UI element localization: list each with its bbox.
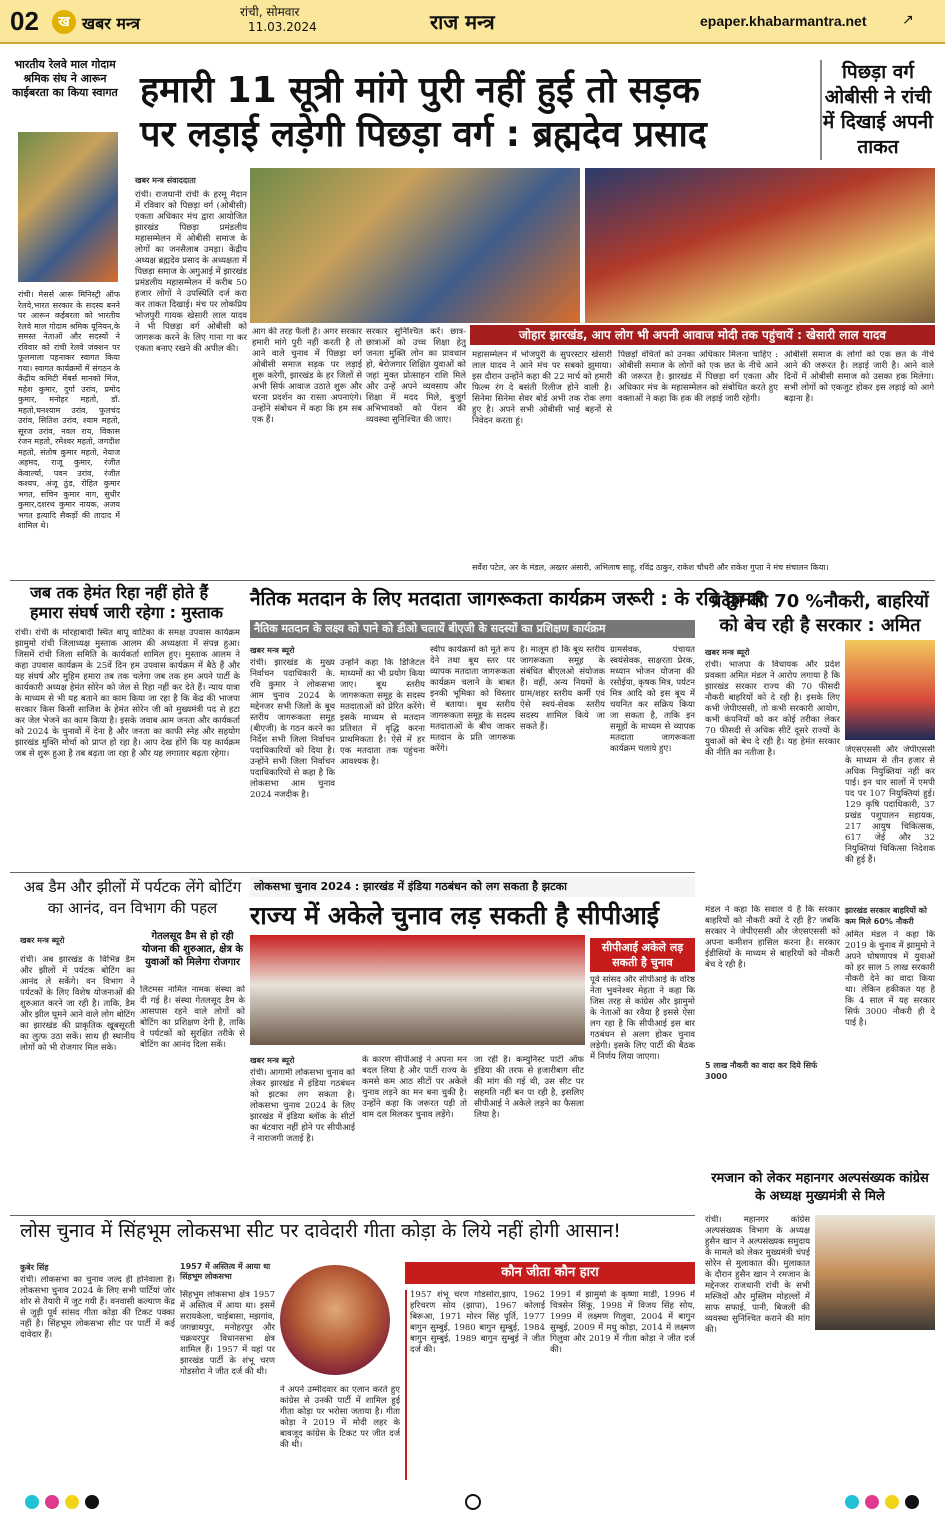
tourism-body-2: लिटमस नामित नामक संस्था को दी गई है। संस्था गेतलसूद डैम के आसपास रहने वाले लोगों को बोटिंग का प्रशिक्षण देगी है, ताकि वे पर्यटकों को सुरक्षित तरीके से बोटिंग का आनंद दिला सकें। [140,985,245,1050]
registration-dot [885,1495,899,1509]
naukri-subhead-1: झारखंड सरकार बाहरियों को कम मिले 60% नौकरी [845,906,927,926]
city-day: रांची, सोमवार [240,5,300,19]
lead-byline: खबर मन्त्र संवाददाता [135,176,196,185]
winners-head: कौन जीता कौन हारा [405,1262,695,1284]
cpi-headline: राज्य में अकेले चुनाव लड़ सकती है सीपीआई [250,901,660,930]
cpi-col-1: रांची। आगामी लोकसभा चुनाव को लेकर झारखंड में इंडिया गठबंधन को झटका लग सकता है। लोकसभा चुनाव 2024 के लिए झारखंड में इंडिया ब्लॉक के सीटों का बंटवारा नहीं होने पर सीपीआई ने नाराजगी जताई है। [250,1068,355,1144]
geeta-subhead: 1957 में अस्तित्व में आया था सिंहभूम लोकसभा [180,1262,271,1281]
registration-dot [45,1495,59,1509]
cpi-col-3: जा रही है। कम्युनिस्ट पार्टी ऑफ इंडिया की तरफ से हजारीबाग सीट की मांग की गई थी, उस सीट पर सहमति नहीं बन पा रही है, इसलिए सीपीआई ने अकेले लड़ने का फैसला लिया है। [474,1055,584,1120]
geeta-headline: लोस चुनाव में सिंहभूम लोकसभा सीट पर दावेदारी गीता कोड़ा के लिये नहीं होगी आसान! [20,1220,621,1242]
khesari-caption: जोहार झारखंड, आप लोग भी अपनी आवाज मोदी तक पहुंचायें : खेसारी लाल यादव [470,325,935,345]
epaper-link[interactable]: epaper.khabarmantra.net [700,13,867,29]
divider [10,872,695,873]
registration-target [465,1494,481,1510]
left-story-headline: भारतीय रेलवे माल गोदाम श्रमिक संघ ने आरून काईबरता का किया स्वागत [12,58,118,99]
lead-headline-2: पर लड़ाई लड़ेगी पिछड़ा वर्ग : ब्रह्मदेव प्रसाद [140,114,707,155]
naukri-col-3b [705,1090,840,1165]
geeta-body: रांची। लोकसभा का चुनाव जल्द ही होनेवाला है। लोकसभा चुनाव 2024 के लिए सभी पार्टियां जोर शोर से तैयारी में जुट गयी हैं। वनवासी कल्याण केंद्र से जुड़ी पूर्व सांसद गीता कोड़ा की टिकट पक्का नहीं है। सिंहभूम लोकसभा सीट पर पार्टी में कई दावेदार हैं। [20,1275,175,1340]
lead-col-3: आग की तरह फैली है। अगर सरकार हमारी मांगे पुरी नहीं करती है तो आने वाले चुनाव में पिछड़ा वर्ग ओबीसी समाज सड़क पर लड़ाई शुरू करेगी, झारखंड के हर जिलों से अभी सिर्फ आवाज उठाते शुरू और धरना प्रदर्शन का रास्ता अपनाएंगे। उन्होंने संबोधन में कहा कि हम सब एक हैं। [252,327,362,425]
naukri-byline: खबर मन्त्र ब्यूरो [705,648,750,657]
matdata-col-2: उन्होंने कहा कि डिजिटल माध्यमों का भी प्रयोग किया जाए। बूथ स्तरीय जागरूकता समूह के सदस्य मतदाताओं को प्रेरित करेंगे। इसके माध्यम से मतदान प्रतिशत में वृद्धि करना प्राथमिकता है। ऐसे में हर एक मतदाता तक पहुंचना आवश्यक है। [340,658,425,767]
registration-dot [905,1495,919,1509]
khesari-col-2: पिछड़ों वंचितों को उनका अधिकार मिलना चाहिए : ओबीसी समाज के लोगों को एक छत के नीचे आने की जरूरत है। झारखंड में पिछड़ा वर्ग एकता और अधिकार मंच के महासम्मेलन को संबोधित करते हुए वक्ताओं ने कहा कि हक की लड़ाई जारी रहेगी। [618,350,778,404]
tourism-headline: अब डैम और झीलों में पर्यटक लेंगे बोटिंग का आनंद, वन विभाग की पहल [23,878,242,917]
cursor-icon: ↗ [902,12,914,28]
tourism-subhead: गेतलसूद डैम से हो रही योजना की शुरुआत, क्षेत्र के युवाओं को मिलेगा रोजगार [141,931,243,968]
divider [10,580,935,581]
side-headline: पिछड़ा वर्ग ओबीसी ने रांची में दिखाई अपनी ताकत [820,60,934,160]
geeta-col-3: ने अपने उम्मीदवार का एलान करते हुए कांग्रेस से उनकी पार्टी में शामिल हुई गीता कोड़ा पर भरोसा जताया है। गीता कोड़ा ने 2019 में मोदी लहर के बावजूद कांग्रेस के टिकट पर जीत दर्ज की थी। [280,1385,400,1450]
hemant-body: रांची। रांची के मोरहाबादी स्थित बापू वाटिका के समक्ष उपवास कार्यक्रम झामुमो रांची जिलाध्यक्ष मुस्ताक आलम की अध्यक्षता में संपन्न हुआ। जिसमें रांची जिला समिति के कार्यकर्ता शामिल हुए। मुस्ताक आलम ने कहा उपवास कार्यक्रम के 25वें दिन हम उपवास कार्यक्रम में बैठे हैं और यह संघर्ष और मुहिम हमारा तब तक चलेगा जब तक हम अपने पार्टी के कार्यकारी अध्यक्ष हेमंत सोरेन को जेल से रिहा नहीं कर देते हैं। न्याय यात्रा के माध्यम से भी यह बताने का काम किया जा रहा है कि केंद्र की भाजपा सरकार किस किसी साजिश के हेमंत सोरेन जी को मुख्यमंत्री पद से हटा कर जेल भेजने का काम किया है। इसके जवाब आम जनता और कार्यकर्ता को 2024 के चुनावों में देना है और जनता का काफी स्नेह और सहयोग झारखंड मुक्ति मोर्चा को प्राप्त हो रहा है। आप देख होंगे कि यह कार्यक्रम जब से शुरू हुआ है तब बढ़ता जा रहा है और यह लगातार बढ़ता रहेगा। [15,628,240,759]
brand-name: खबर मन्त्र [82,14,140,33]
left-story-photo [18,132,118,282]
lead-headline-1: हमारी 11 सूत्री मांगे पुरी नहीं हुई तो सड़क [140,70,700,111]
section-title: राज मन्त्र [430,10,495,34]
winners-col-2: 1991 में झामुमो के कृष्णा मार्डी, 1996 में चित्रसेन सिंकू, 1998 में विजय सिंह सोय, 1999 में लक्ष्मण गिलुवा, 2004 में बागुन सुम्बुई, 2009 में मधु कोड़ा, 2014 में लक्ष्मण गिलुवा और 2019 में गीता कोड़ा ने जीत दर्ज की। [550,1290,695,1355]
geeta-col-2: सिंहभूम लोकसभा क्षेत्र 1957 में अस्तित्व में आया था। इसमें सरायकेला, चाईबासा, मझगांव, जगन्नाथपुर, मनोहरपुर और चक्रधरपुर विधानसभा क्षेत्र शामिल हैं। 1957 में यहां पर झारखंड पार्टी के शंभू चरण गोडसोरा ने जीत दर्ज की थी। [180,1290,275,1377]
naukri-col-2: मंडल ने कहा कि सवाल ये है कि सरकार बाहरियों को नौकरी क्यों दे रही है? जबकि सरकार ने जेपीएससी और जेएसएससी को अपना कमीशन हासिल करना है। सरकार ईडीसियों के माध्यम से बाहरियों को नौकरी बेच दे रही है। [705,905,840,970]
matdata-col-5: ग्रामसेवक, पंचायत स्वयंसेवक, साक्षरता प्रेरक, मध्यान भोजन योजना की रसोईया, कृषक मित्र, पर्यटन मित्र आदि को इस बूथ में चयनित कर सक्रिय किया जा सकता है, ताकि इन समूहों के माध्यम से व्यापक मतदाता जागरूकता कार्यक्रम चलाये हुए। [610,645,695,754]
naukri-col-3: अमित मंडल ने कहा कि 2019 के चुनाव में झामुमो ने अपने घोषणापत्र में युवाओं को हर साल 5 लाख सरकारी नौकरी देने का वादा किया था। लेकिन हकीकत यह है कि 4 साल में यह सरकार सिर्फ 3000 नौकरी ही दे पाई है। [845,930,935,1028]
ramzan-body-2 [705,1335,935,1480]
divider [10,1215,695,1216]
cpi-photo [250,935,585,1045]
ramzan-photo [815,1215,935,1330]
lead-stage-photo [250,168,580,323]
naukri-right-col: जेएसएससी और जेपीएससी के माध्यम से तीन हजार से अधिक नियुक्तियां नहीं कर पाई। इन चार सालों में एमपी पद पर 107 नियुक्तियां हुई। 129 कृषि पदाधिकारी, 37 प्रखंड पशुपालन सहायक, 217 आयुष चिकित्सक, 617 जेई और 32 नियुक्तियां चिकित्सा निदेशक की हुई हैं। [845,745,935,865]
naukri-headline: प्रदेश की 70 %नौकरी, बाहरियों को बेच रही है सरकार : अमित [711,591,929,636]
khesari-col-1: महासम्मेलन में भोजपुरी के सुपरस्टार खेसारी लाल यादव ने आने मंच पर सबको झुमाया। इस दौरान उन्होंने कहा की 22 मार्च को हमारी फिल्म रंग दे बसंती रिलीज होने वाली है। सिनेमा सिनेमा सेवर बोर्ड अभी तक रोक लगा हुए है। अपने सभी ओबीसी भाई बहनों से निवेदन करता हूं। [472,350,612,426]
matdata-col-4: है। मालूम हो कि बूथ स्तरीय जागरूकता समूह के संबंधित बीएलओ संयोजक हैं। वहीं, अन्य नियमों के ग्राम/शहर स्तरीय कर्मी एवं ऐसे स्वयं-सेवक स्तरीय सदस्य शामिल किये जा सकते हैं। [520,645,605,732]
matdata-col-3: स्वीप कार्यक्रमों को मूर्त रूप देने तथा बूथ स्तर पर व्यापक मतदाता जागरूकता कार्यक्रम चलाने के बाबत इनकी भूमिका को विस्तार से बताया। बूथ स्तरीय जागरूकता समूह के सदस्य मतदाताओं के बीच जाकर मतदान के प्रति जागरूक करेंगे। [430,645,515,754]
cpi-byline: खबर मन्त्र ब्यूरो [250,1056,295,1065]
registration-dot [65,1495,79,1509]
date: 11.03.2024 [248,20,317,34]
winners-col-1: 1957 शंभू चरण गोडसोरा,झाप, 1962 हरिचरण सोय (झापा), 1967 कोलाई बिरूआ, 1971 मोरन सिंह पूर्ति, 1977 बागुन सुम्बुई, 1980 बागुन सुम्बुई, 1984 बागुन सुम्बुई, 1989 बागुन सुम्बुई ने जीत दर्ज की। [405,1290,545,1480]
cpi-col-2: के कारण सीपीआई ने अपना मन बदल लिया है और पार्टी राज्य के कमसे कम आठ सीटों पर अकेले चुनाव लड़ने का मन बना चुकी है। उन्होंने कहा कि जरूरत पड़ी तो वाम दल मिलकर चुनाव लड़ेंगे। [362,1055,467,1120]
khesari-names: सर्वेश पटेल, अर के मंडल, अख्तर अंसारी, अभिलाष साहू, रविंद्र ठाकुर, राकेश चौधरी और राकेश गुप्ता ने मंच संचालन किया। [472,563,829,572]
lead-col-1: रांची। राजधानी रांची के हरमू मैदान में रविवार को पिछड़ा वर्ग (ओबीसी) एकता अधिकार मंच द्वारा आयोजित झारखंड पिछड़ा प्रमंडलीय महासम्मेलन में ओबीसी समाज के लोगों का जनसैलाब उमड़ा। केंद्रीय अध्यक्ष ब्रह्मदेव प्रसाद के अध्यक्षता में पिछड़ा समाज के अगुआई में झारखंड प्रमंडलीय महासम्मेलन में करीब 50 हजार लोगों ने उपस्थिति दर्ज करा कर ताकत दिखाई। मंच पर लोकप्रिय भोजपुरी गायक खेसारी लाल यादव ने भी पिछड़ा वर्ग ओबीसी को जागरूक करने के लिए गाना गा कर एकता बनाए रखने की अपील की। [135,190,247,354]
registration-dot [865,1495,879,1509]
left-story-body: रांची। मेसर्स आरू मिनिस्ट्री ऑफ रेलवे,भारत सरकार के सदस्य बनने पर आरून कईबरता को भारतीय रेलवे माल गोदाम श्रमिक यूनियन,के समस्त नेताओं और सदस्यों ने रविवार को रांची रेलवे जंक्शन पर फूलमाला पहनाकर स्वागत किया गया। स्वागत कार्यक्रमों में संगठन के केंद्रीय कमिटी मेंबर्स मानको मिंज, महेश कुमार, दुर्गा उरांव, प्रमोद कुमार, मनोहर महतो, डॉ. महतो,घनश्याम उरांव, फुलचंद उरांव, सितिश उरांव, श्याम महतो, सूरज उरांव, नवल राय, विकास रंजन महतो, रमेश्वर महतो, जगदीश महतो, संतोष कुमार महतो, नेयाज अहमद, राजू कुमार, रंजीत केवार्ल्या, पवन उरांव, रंजीत कश्यप, अंजू ठुंड, रोहित कुमार भगत, सचिन कुमार नाग, सुधीर कुमार,दशरथ कुमार नायक, अजय भगत इत्यादि सैकड़ों की तादाद में शामिल थे। [18,290,120,530]
dateline [240,5,317,35]
cpi-box-head: सीपीआई अकेले लड़ सकती है चुनाव [590,938,695,972]
matdata-subhead: नैतिक मतदान के लक्ष्य को पाने को डीओ चलायें बीएजी के सदस्यों का प्रशिक्षण कार्यक्रम [250,620,695,638]
lead-col-4: सरकार सुनिश्चित करें। छात्र-छात्राओं को उच्च शिक्षा हेतु जनता मुक्ति लोन का प्रावधान हो, बेरोजगार शिक्षित युवाओं को जहां मुक्त प्रोत्साहन राशि मिले और उन्हें अपने व्यवसाय और शिक्षा में मदद मिले, बुजुर्ग अभिभावकों को पेंशन की व्यवस्था सुनिश्चित की जाए। [366,327,466,425]
naukri-subhead-2: 5 लाख नौकरी का वादा कर दिये सिर्फ 3000 [705,1061,818,1081]
hemant-headline-2: हमारा संघर्ष जारी रहेगा : मुस्ताक [30,603,223,622]
matdata-headline: नैतिक मतदान के लिए मतदाता जागरूकता कार्यक्रम जरूरी : के रवि कुमार [250,588,765,610]
brand-logo-icon: ख [52,10,76,34]
tourism-byline: खबर मन्त्र ब्यूरो [20,936,65,945]
naukri-body: रांची। भाजपा के विधायक और प्रदेश प्रवक्ता अमित मंडल ने आरोप लगाया है कि झारखंड सरकार राज्य की 70 फीसदी नौकरी बाहरियों को दे रही है। इसके लिए कभी जेपीएससी, तो कभी सरकारी आयोग, कभी कंपनियों को कर कोई तरीका लेकर 70 फीसदी से अधिक सीटें दूसरे राज्यों के युवाओं को बेच दे रही है। यह हेमंत सरकार की नीति का नतीजा है। [705,660,840,758]
geeta-byline: कुबेर सिंह [20,1263,49,1272]
cpi-kicker: लोकसभा चुनाव 2024 : झारखंड में इंडिया गठबंधन को लग सकता है झटका [250,877,695,897]
page-number: 02 [10,6,39,36]
khesari-photo [585,168,935,323]
cpi-box-body: पूर्व सांसद और सीपीआई के वरिष्ठ नेता भुवनेश्वर मेहता ने कहा कि जिस तरह से कांग्रेस और झामुमो के नेताओं का रवैया है इससे ऐसा लग रहा है कि सीपीआई इस बार गठबंधन से अलग होकर चुनाव लड़ेगी। इसके लिए पार्टी की बैठक में निर्णय लिया जाएगा। [590,975,695,1062]
footer-registration-marks [0,1490,945,1517]
matdata-col-1: रांची। झारखंड के मुख्य निर्वाचन पदाधिकारी के. रवि कुमार ने लोकसभा आम चुनाव 2024 के मद्देनजर सभी जिलों के बूथ स्तरीय जागरूकता समूह (बीएजी) के गठन करने का निर्देश सभी जिला निर्वाचन पदाधिकारियों को दिया है। उन्होंने सभी जिला निर्वाचन पदाधिकारियों से कहा है कि लोकसभा आम चुनाव 2024 नजदीक है। [250,658,335,800]
khesari-col-3: ओबीसी समाज के लोगों को एक छत के नीचे आने की जरूरत है। लड़ाई जारी है। आने वाले दिनों में ओबीसी समाज को उसका हक मिलेगा। सभी लोगों को एकजुट होकर इस लड़ाई को आगे बढ़ाना है। [784,350,934,404]
amit-photo [845,640,935,740]
registration-dot [845,1495,859,1509]
hemant-headline-1: जब तक हेमंत रिहा नहीं होते हैं [30,583,209,602]
matdata-byline: खबर मन्त्र ब्यूरो [250,646,295,655]
tourism-body: रांची। अब झारखंड के विभिन्न डैम और झीलों में पर्यटक बोटिंग का आनंद ले सकेंगे। वन विभाग ने पर्यटकों के लिए विशेष योजनाओं की शुरुआत करने जा रही है। ताकि, डैम और झील घूमने आने वाले लोग बोटिंग का झारखंड की प्राकृतिक खूबसूरती का लुत्फ उठा सकें। साथ ही स्थानीय लोगों को भी रोजगार मिल सके। [20,955,135,1053]
ramzan-body: रांची। महानगर कांग्रेस अल्पसंख्यक विभाग के अध्यक्ष हुसैन खान ने अल्पसंख्यक समुदाय के मामले को लेकर मुख्यमंत्री चंपई सोरेन से मुलाकात की। मुलाकात के दौरान हुसैन खान ने रमजान के मद्देनजर राजधानी रांची के सभी मस्जिदों और मुस्लिम मोहल्लों में साफ सफाई, पानी, बिजली की व्यवस्था सुनिश्चित कराने की मांग की। [705,1215,810,1335]
masthead-bar [0,0,945,44]
ramzan-headline: रमजान को लेकर महानगर अल्पसंख्यक कांग्रेस के अध्यक्ष मुख्यमंत्री से मिले [711,1171,929,1204]
registration-dot [85,1495,99,1509]
geeta-photo [280,1265,390,1375]
registration-dot [25,1495,39,1509]
